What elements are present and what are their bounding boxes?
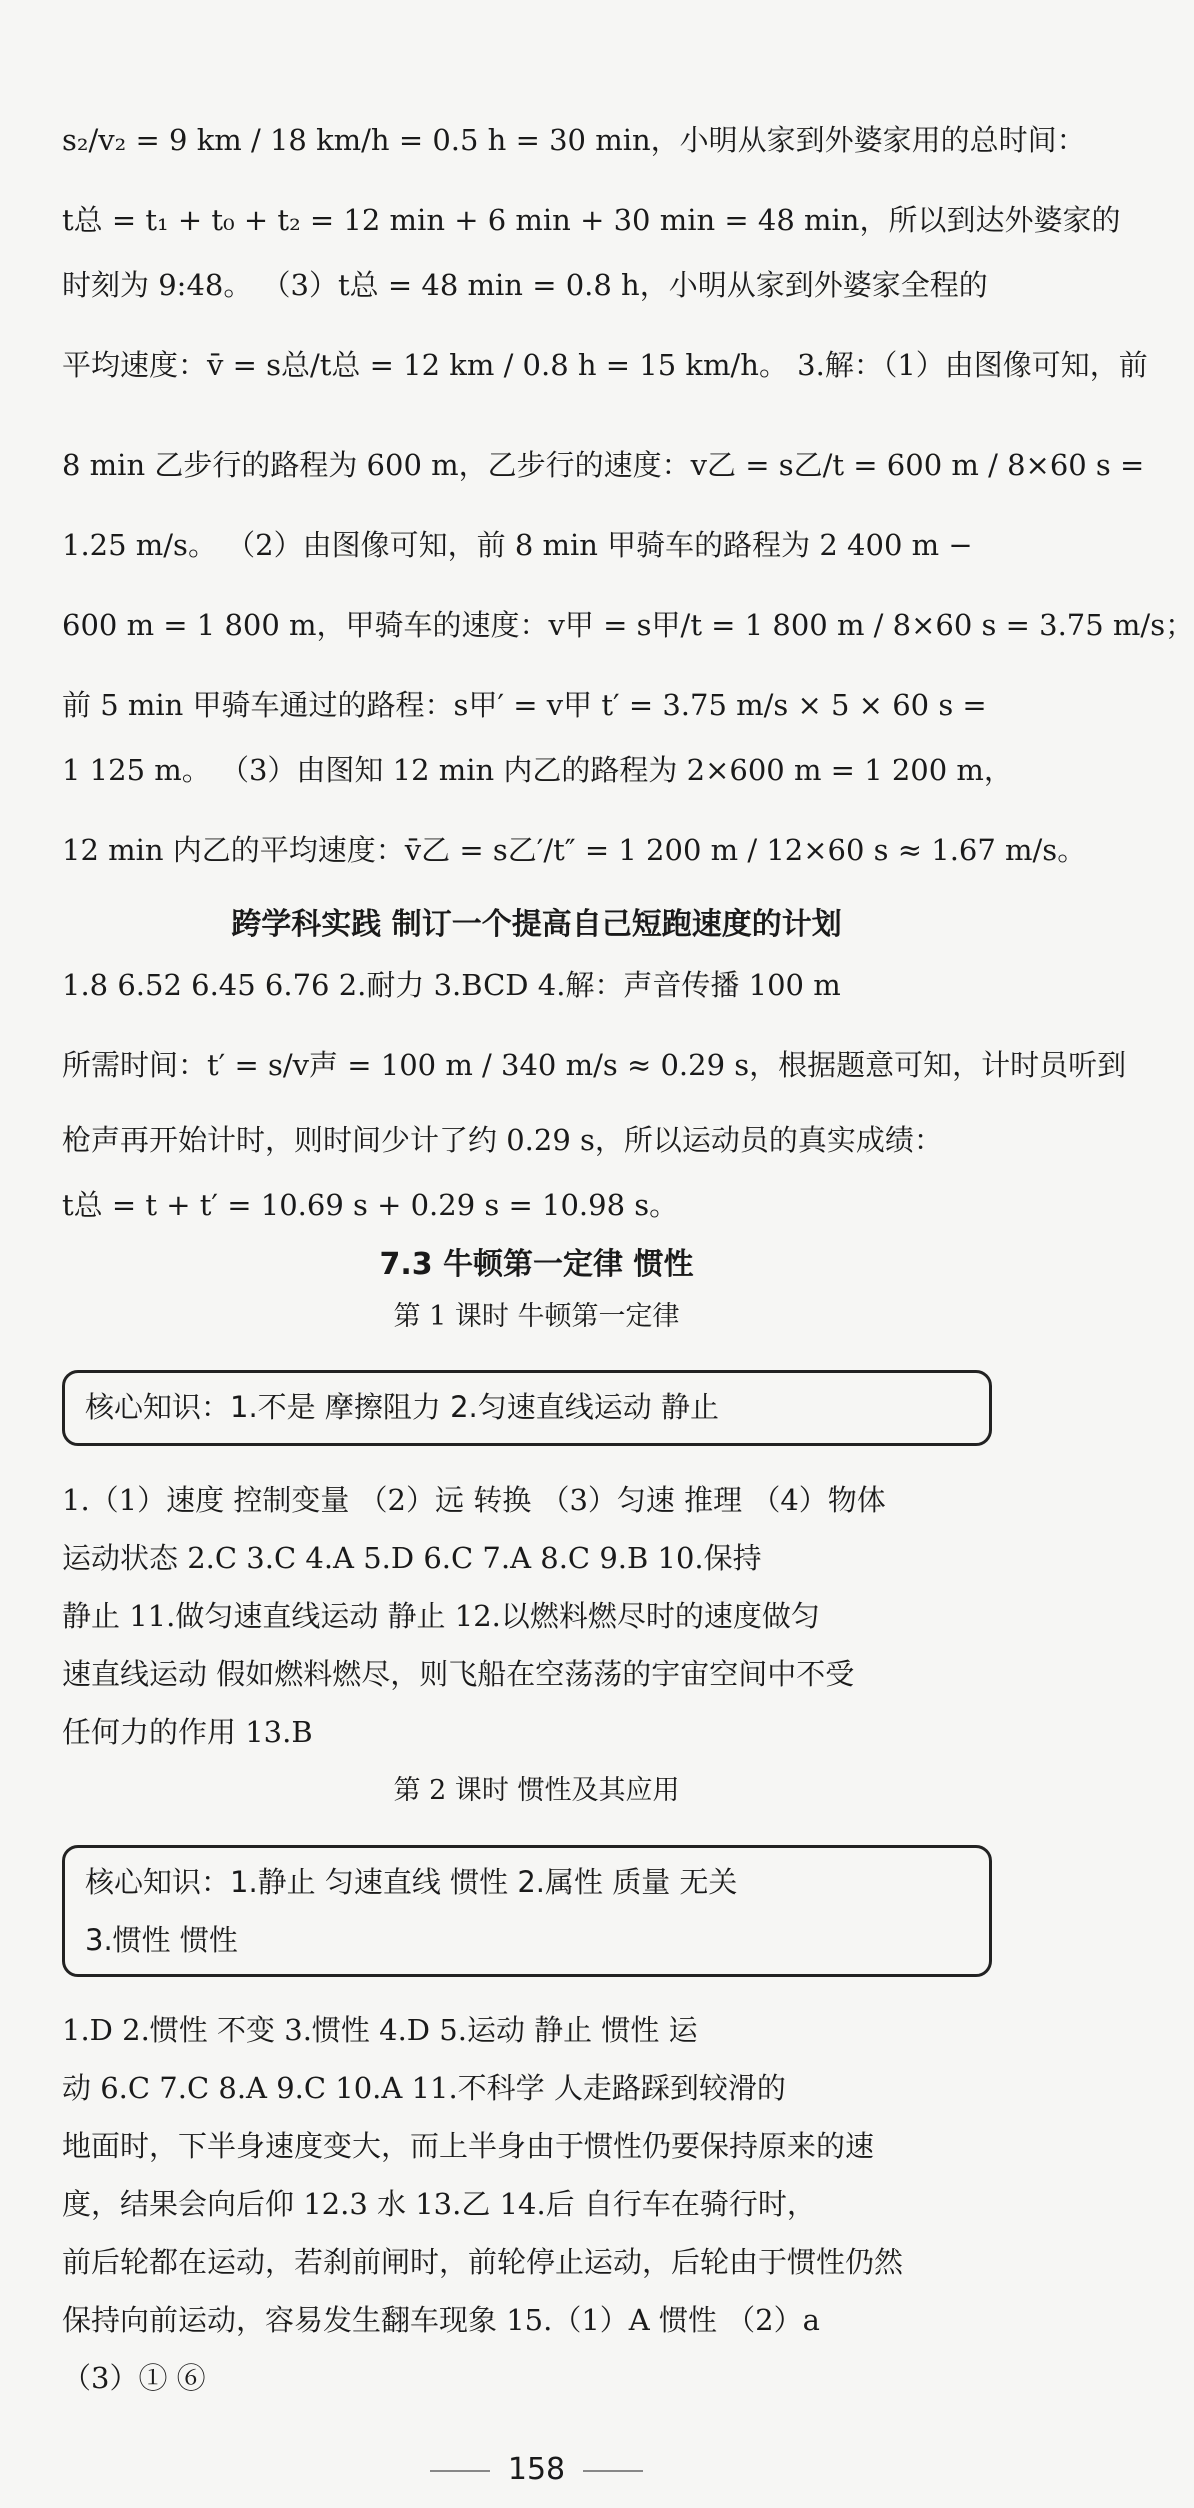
text-line: 1.8 6.52 6.45 6.76 2.耐力 3.BCD 4.解：声音传播 100 m (62, 968, 841, 1002)
text-line: 保持向前运动，容易发生翻车现象 15.（1）A 惯性 （2）a (62, 2303, 820, 2337)
text-line: 600 m = 1 800 m，甲骑车的速度：v甲 = s甲/t = 1 800 m / 8×60 s = 3.75 m/s； (62, 608, 1194, 642)
core-knowledge-box (62, 1370, 992, 1446)
text-line: t总 = t₁ + t₀ + t₂ = 12 min + 6 min + 30 min = 48 min，所以到达外婆家的 (62, 203, 1121, 237)
text-line: 静止 11.做匀速直线运动 静止 12.以燃料燃尽时的速度做匀 (62, 1599, 820, 1633)
text-line: t总 = t + t′ = 10.69 s + 0.29 s = 10.98 s。 (62, 1188, 679, 1222)
text-line: 1.25 m/s。 （2）由图像可知，前 8 min 甲骑车的路程为 2 400 m − (62, 528, 973, 562)
text-line: （3）① ⑥ (62, 2361, 206, 2395)
text-line: s₂/v₂ = 9 km / 18 km/h = 0.5 h = 30 min，小明从家到外婆家用的总时间： (62, 123, 1086, 157)
text-line: 1 125 m。 （3）由图知 12 min 内乙的路程为 2×600 m = 1 200 m， (62, 753, 1013, 787)
text-line: 前 5 min 甲骑车通过的路程：s甲′ = v甲 t′ = 3.75 m/s × 5 × 60 s = (62, 688, 987, 722)
text-line: 所需时间：t′ = s/v声 = 100 m / 340 m/s ≈ 0.29 s，根据题意可知，计时员听到 (62, 1048, 1127, 1082)
text-line: 运动状态 2.C 3.C 4.A 5.D 6.C 7.A 8.C 9.B 10.保持 (62, 1541, 762, 1575)
page-number: 158 (507, 2452, 566, 2487)
text-line: 枪声再开始计时，则时间少计了约 0.29 s，所以运动员的真实成绩： (62, 1123, 943, 1157)
text-line: 1.（1）速度 控制变量 （2）远 转换 （3）匀速 推理 （4）物体 (62, 1483, 886, 1517)
lesson-title: 第 1 课时 牛顿第一定律 (393, 1301, 680, 1332)
text-line: 1.D 2.惯性 不变 3.惯性 4.D 5.运动 静止 惯性 运 (62, 2013, 698, 2047)
text-line: 任何力的作用 13.B (62, 1715, 313, 1749)
section-title: 跨学科实践 制订一个提高自己短跑速度的计划 (231, 907, 842, 942)
section-title: 7.3 牛顿第一定律 惯性 (379, 1247, 694, 1282)
lesson-title: 第 2 课时 惯性及其应用 (393, 1775, 680, 1806)
text-line: 速直线运动 假如燃料燃尽，则飞船在空荡荡的宇宙空间中不受 (62, 1657, 855, 1691)
core-knowledge-text: 核心知识：1.静止 匀速直线 惯性 2.属性 质量 无关 (85, 1865, 738, 1899)
text-line: 动 6.C 7.C 8.A 9.C 10.A 11.不科学 人走路踩到较滑的 (62, 2071, 786, 2105)
core-knowledge-text: 3.惯性 惯性 (85, 1923, 238, 1957)
core-knowledge-box (62, 1845, 992, 1977)
footer-dash (430, 2470, 490, 2472)
text-line: 12 min 内乙的平均速度：v̄乙 = s乙′/t″ = 1 200 m / 12×60 s ≈ 1.67 m/s。 (62, 833, 1087, 867)
text-line: 地面时，下半身速度变大，而上半身由于惯性仍要保持原来的速 (62, 2129, 875, 2163)
text-line: 平均速度：v̄ = s总/t总 = 12 km / 0.8 h = 15 km/h。 3.解：（1）由图像可知，前 (62, 348, 1148, 382)
text-line: 8 min 乙步行的路程为 600 m，乙步行的速度：v乙 = s乙/t = 600 m / 8×60 s = (62, 448, 1145, 482)
footer-dash (583, 2470, 643, 2472)
core-knowledge-text: 核心知识：1.不是 摩擦阻力 2.匀速直线运动 静止 (85, 1390, 719, 1424)
text-line: 度，结果会向后仰 12.3 水 13.乙 14.后 自行车在骑行时， (62, 2187, 816, 2221)
text-line: 前后轮都在运动，若刹前闸时，前轮停止运动，后轮由于惯性仍然 (62, 2245, 904, 2279)
page-footer (0, 2450, 1073, 2490)
text-line: 时刻为 9:48。 （3）t总 = 48 min = 0.8 h，小明从家到外婆家全程的 (62, 268, 988, 302)
